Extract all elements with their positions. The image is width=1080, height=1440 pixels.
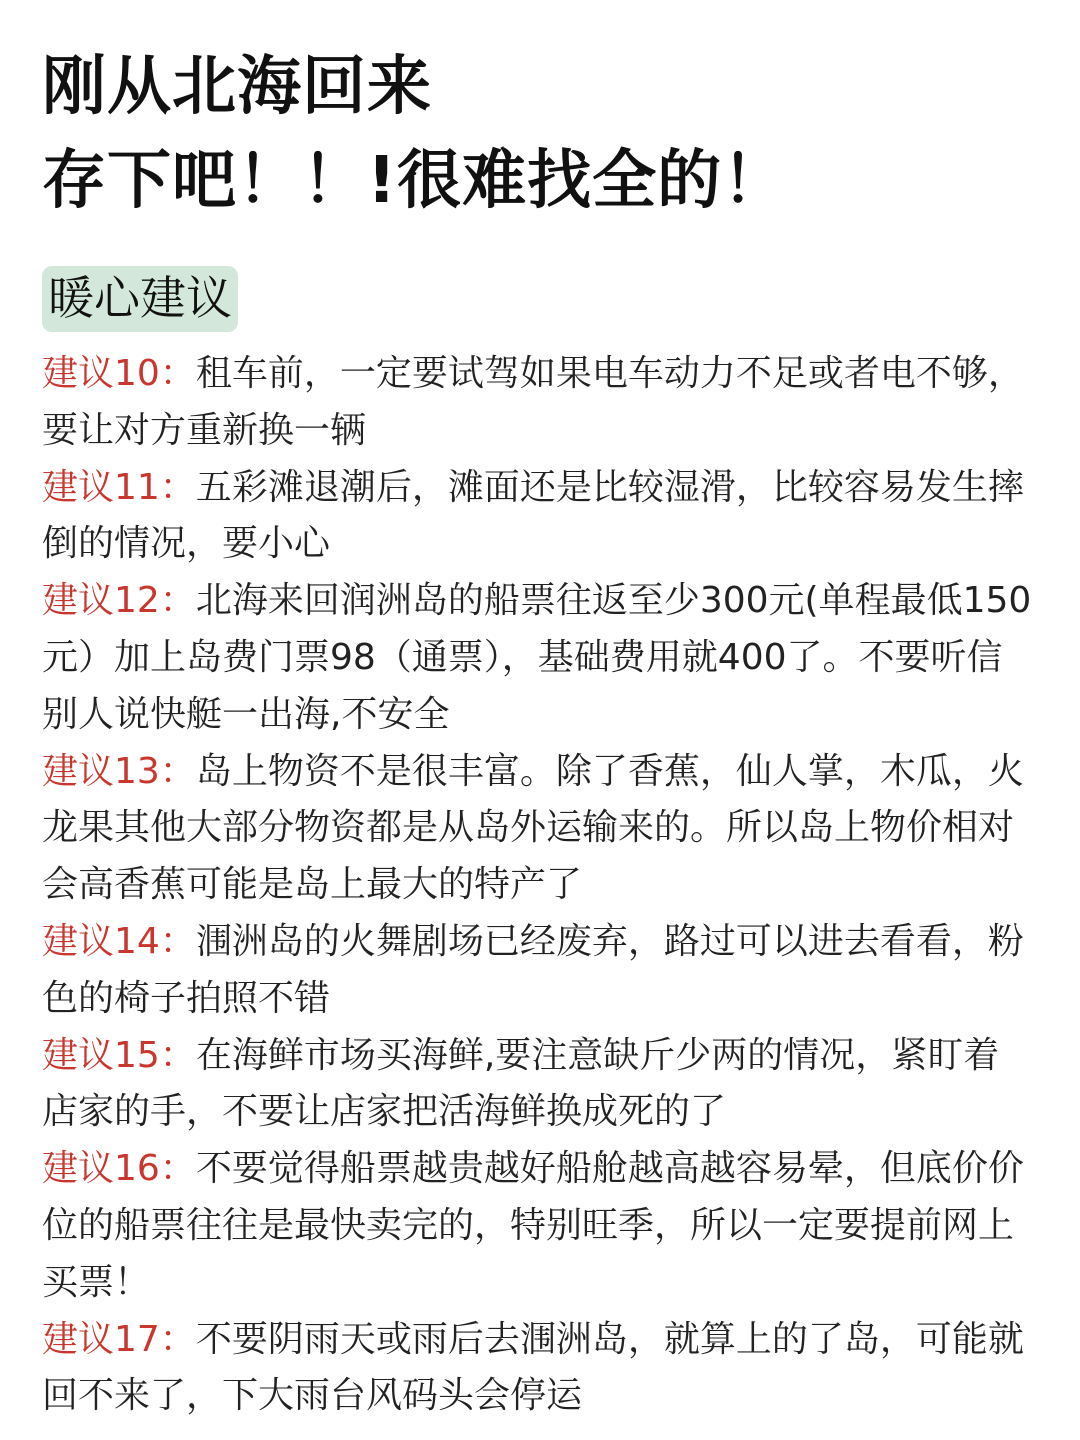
tip-label: 建议17：	[42, 1318, 196, 1360]
tip-item	[42, 346, 1034, 460]
tip-label: 建议13：	[42, 750, 196, 792]
page-title	[42, 40, 1040, 228]
tip-text: 北海来回润洲岛的船票往返至少300元(单程最低150元）加上岛费门票98（通票），基础费用就400了。不要听信别人说快艇一出海,不安全	[42, 580, 1032, 735]
tip-label: 建议14：	[42, 920, 196, 962]
tip-item	[42, 460, 1034, 574]
tip-item	[42, 573, 1034, 743]
tip-text: 五彩滩退潮后，滩面还是比较湿滑，比较容易发生摔倒的情况，要小心	[42, 466, 1024, 565]
tip-text: 不要觉得船票越贵越好船舱越高越容易晕，但底价价位的船票往往是最快卖完的，特别旺季，所以一定要提前网上买票！	[42, 1148, 1024, 1303]
tip-item	[42, 744, 1034, 914]
tip-item	[42, 1028, 1034, 1142]
tip-text: 涠洲岛的火舞剧场已经废弃，路过可以进去看看，粉色的椅子拍照不错	[42, 920, 1024, 1019]
tip-text: 岛上物资不是很丰富。除了香蕉，仙人掌，木瓜，火龙果其他大部分物资都是从岛外运输来的。所以岛上物价相对会高香蕉可能是岛上最大的特产了	[42, 750, 1024, 906]
tip-label: 建议15：	[42, 1034, 196, 1076]
tip-text: 不要阴雨天或雨后去涠洲岛，就算上的了岛，可能就回不来了，下大雨台风码头会停运	[42, 1318, 1024, 1417]
tip-text: 租车前，一定要试驾如果电车动力不足或者电不够，要让对方重新换一辆	[42, 353, 1024, 451]
tip-label: 建议11：	[42, 466, 196, 508]
tip-label: 建议10：	[42, 353, 196, 394]
title-line-2: 存下吧！！!很难找全的！	[42, 144, 788, 218]
section-label: 暖心建议	[42, 266, 238, 332]
tips-list	[42, 346, 1034, 1425]
tip-text: 在海鲜市场买海鲜,要注意缺斤少两的情况，紧盯着店家的手，不要让店家把活海鲜换成死的了	[42, 1034, 1000, 1133]
tip-item	[42, 1141, 1034, 1311]
tip-label: 建议16：	[42, 1148, 196, 1190]
tip-item	[42, 914, 1034, 1028]
tip-item	[42, 1312, 1034, 1426]
tip-label: 建议12：	[42, 580, 196, 622]
title-line-1: 刚从北海回来	[42, 50, 432, 124]
